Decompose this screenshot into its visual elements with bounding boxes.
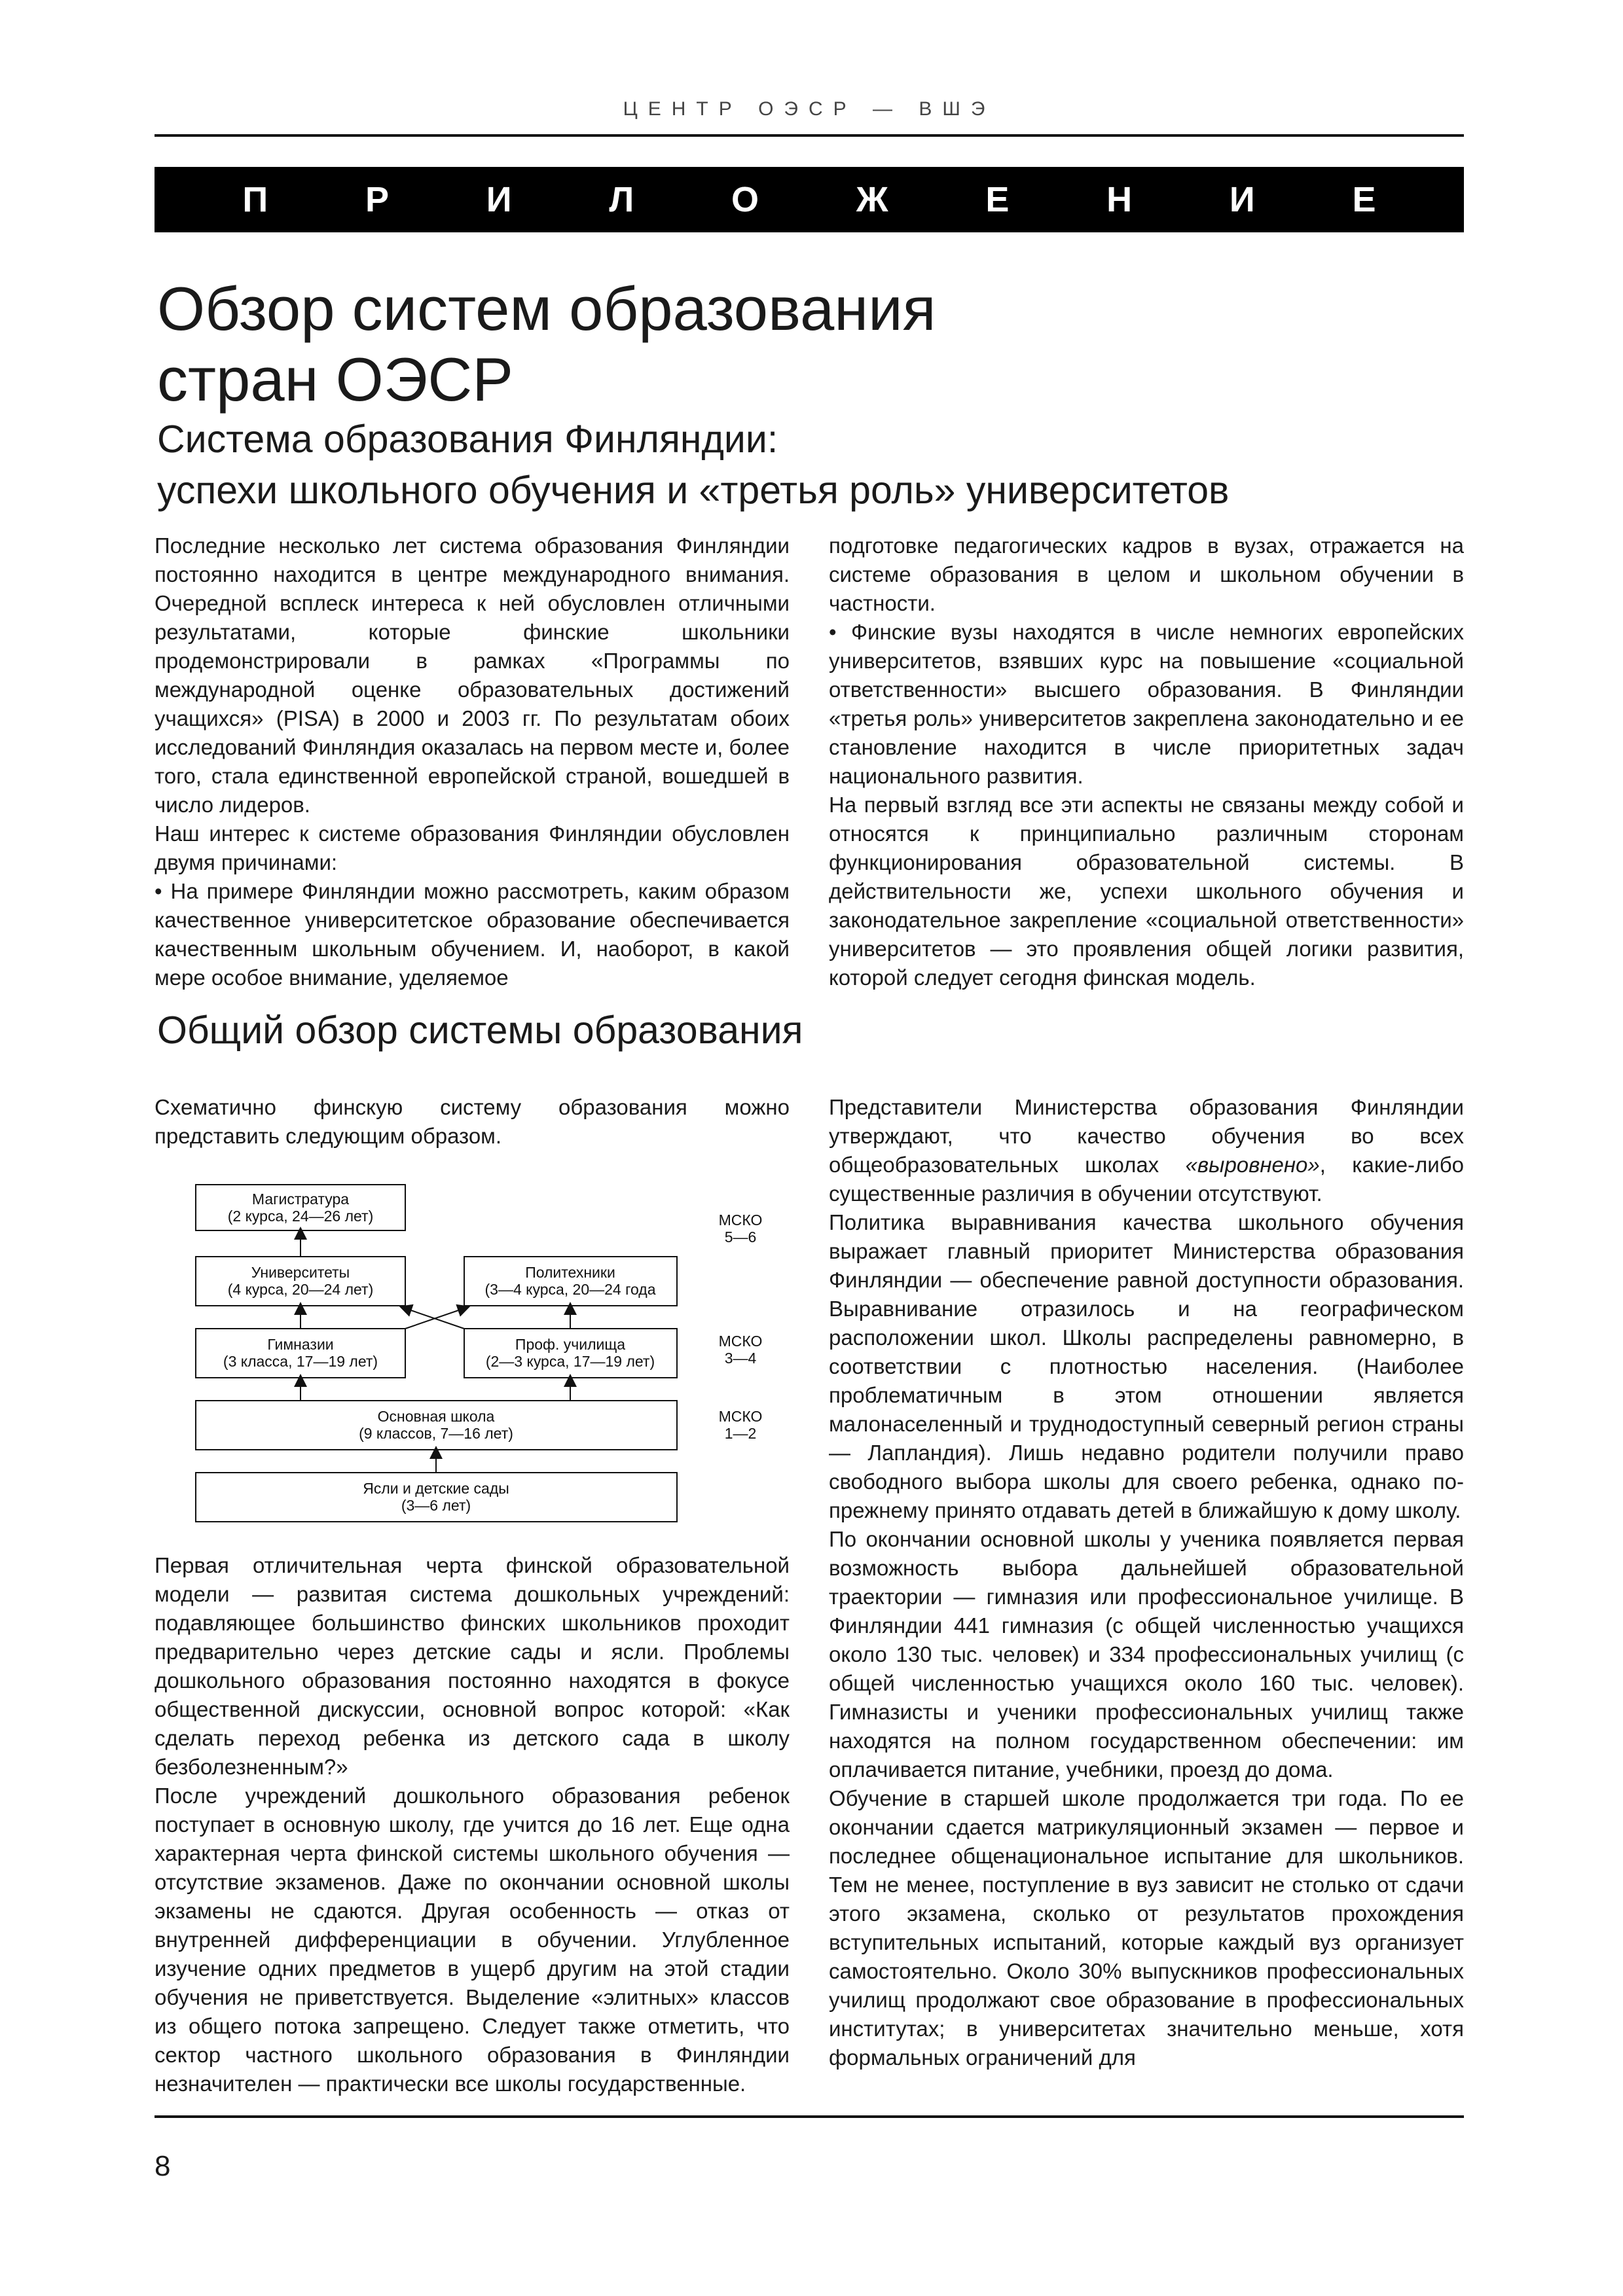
text-run: Представители Министерства образования Финляндии утверждают, что качество обучения во всех общеобразовательных школах (829, 1095, 1464, 1177)
paragraph: Политика выравнивания качества школьного обучения выражает главный приоритет Министерства образования Финляндии — обеспечение равной доступности образования. Выравнивание отразилось и на географическом расположении школ. Школы распределены равномерно, в соответствии с плотностью населения. (Наиболее проблематичным в этом отношении является малонаселенный и труднодоступный северный регион страны — Лапландия). Лишь недавно родители получили право свободного выбора школы для своего ребенка, однако по-прежнему принято отдавать детей в ближайшую к дому школу. (829, 1210, 1464, 1522)
polytechnics-label: Политехники (525, 1264, 615, 1281)
paragraph: подготовке педагогических кадров в вузах, отражается на системе образования в целом и школьном обучении в частности. (829, 533, 1464, 615)
universities-label: Университеты (251, 1264, 350, 1281)
paragraph: Обучение в старшей школе продолжается три года. По ее окончании сдается матрикуляционный экзамен — первое и последнее общенациональное испытание для школьников. Тем не менее, поступление в вуз зависит не столько от сдачи этого экзамена, сколько от результатов прохождения вступительных испытаний, которые каждый вуз организует самостоятельно. Около 30% выпускников профессиональных училищ продолжают свое образование в профессиональных институтах; в университетах значительно меньше, хотя формальных ограничений для (829, 1786, 1464, 2070)
paragraph: После учреждений дошкольного образования ребенок поступает в основную школу, где учится до 16 лет. Еще одна характерная черта финской системы школьного обучения — отсутствие экзаменов. Даже по окончании основной школы экзамены не сдаются. Другая особенность — отказ от внутренней дифференциации в обучении. Углубленное изучение одних предметов в ущерб другим на этой стадии обучения не приветствуется. Выделение «элитных» классов из общего потока запрещено. Следует также отметить, что сектор частного школьного образования в Финляндии незначителен — практически все школы государственные. (155, 1784, 790, 2096)
masters-detail: (2 курса, 24—26 лет) (227, 1208, 374, 1225)
section-right-column (829, 1093, 1464, 2072)
text-run: , какие-либо существенные различия в обучении отсутствуют. (829, 1153, 1464, 1206)
intro-left-column (155, 531, 790, 992)
page-number: 8 (155, 2150, 171, 2182)
gymnasiums-label: Гимназии (267, 1336, 334, 1353)
page-title (157, 274, 936, 415)
paragraph: Последние несколько лет система образования Финляндии постоянно находится в центре международного внимания. Очередной всплеск интереса к ней обусловлен отличными результатами, которые финские школьники продемонстрировали в рамках «Программы по международной оценке образовательных достижений учащихся» (PISA) в 2000 и 2003 гг. По результатам обоих исследований Финляндия оказалась на первом месте и, более того, стала единственной европейской страной, вошедшей в число лидеров. (155, 533, 790, 817)
masters-label: Магистратура (251, 1191, 350, 1208)
page-title-line: Обзор систем образования (157, 274, 936, 343)
paragraph (829, 1093, 1464, 1208)
band-letter: Е (1352, 180, 1376, 219)
page-subtitle-line: успехи школьного обучения и «третья роль» университетов (157, 469, 1230, 512)
section-lead (155, 1093, 790, 1151)
polytechnics-detail: (3—4 курса, 20—24 года (484, 1281, 656, 1298)
vocational-label: Проф. училища (515, 1336, 626, 1353)
band-letter: И (1229, 180, 1255, 219)
paragraph: По окончании основной школы у ученика появляется первая возможность выбора дальнейшей образовательной траектории — гимназия или профессиональное училище. В Финляндии 441 гимназия (с общей численностью учащихся около 130 тыс. человек) и 334 профессиональных училищ (с общей численностью учащихся около 160 тыс. человек). Гимназисты и ученики профессиональных училищ также находятся на полном государственном обеспечении: им оплачивается питание, учебники, проезд до дома. (829, 1527, 1464, 1782)
section-heading: Общий обзор системы образования (157, 1009, 803, 1052)
paragraph: На первый взгляд все эти аспекты не связаны между собой и относятся к принципиально различным сторонам функционирования образовательной системы. В действительности же, успехи школьного обучения и законодательное закрепление «социальной ответственности» университетов — это проявления общей логики развития, которой следует сегодня финская модель. (829, 793, 1464, 990)
preschool-label: Ясли и детские сады (363, 1480, 509, 1497)
band-letter: И (486, 180, 512, 219)
band-letter: Н (1106, 180, 1133, 219)
band-letter: Е (985, 180, 1010, 219)
isced-level: 1—2 (724, 1425, 757, 1442)
isced-label: МСКО (718, 1333, 763, 1350)
paragraph: Схематично финскую систему образования можно представить следующим образом. (155, 1095, 790, 1148)
basic-school-detail: (9 классов, 7—16 лет) (359, 1425, 513, 1442)
band-letter: Л (609, 180, 634, 219)
bullet-paragraph: • На примере Финляндии можно рассмотреть, каким образом качественное университетское образование обеспечивается качественным школьным обучением. И, наоборот, в какой мере особое внимание, уделяемое (155, 877, 790, 992)
education-system-diagram (155, 1165, 790, 1532)
preschool-detail: (3—6 лет) (401, 1497, 471, 1514)
universities-detail: (4 курса, 20—24 лет) (227, 1281, 374, 1298)
band-letter: О (731, 180, 759, 219)
running-header: ЦЕНТР ОЭСР — ВШЭ (623, 98, 996, 120)
isced-level: 3—4 (724, 1350, 757, 1367)
footer-rule (155, 2115, 1464, 2118)
paragraph: Первая отличительная черта финской образовательной модели — развитая система дошкольных учреждений: подавляющее большинство финских школьников проходит предварительно через детские сады и ясли. Проблемы дошкольного образования постоянно находятся в фокусе общественной дискуссии, основной вопрос которой: «Как сделать переход ребенка из детского сада в школу безболезненным?» (155, 1553, 790, 1779)
italic-run: «выровнено» (1185, 1153, 1320, 1177)
vocational-detail: (2—3 курса, 17—19 лет) (485, 1353, 655, 1370)
band-letter: Ж (856, 180, 888, 219)
isced-label: МСКО (718, 1211, 763, 1229)
page-subtitle (157, 414, 1229, 516)
isced-level: 5—6 (724, 1229, 757, 1246)
page-title-line: стран ОЭСР (157, 345, 513, 414)
isced-label: МСКО (718, 1408, 763, 1425)
appendix-band (155, 167, 1464, 232)
page-subtitle-line: Система образования Финляндии: (157, 418, 778, 461)
paragraph: Наш интерес к системе образования Финляндии обусловлен двумя причинами: (155, 821, 790, 874)
intro-right-column (829, 531, 1464, 992)
gymnasiums-detail: (3 класса, 17—19 лет) (223, 1353, 378, 1370)
basic-school-label: Основная школа (377, 1408, 495, 1425)
band-letter: Р (365, 180, 389, 219)
bullet-paragraph: • Финские вузы находятся в числе немногих европейских университетов, взявших курс на повышение «социальной ответственности» высшего образования. В Финляндии «третья роль» университетов закреплена законодательно и ее становление находится в числе приоритетных задач национального развития. (829, 618, 1464, 791)
section-left-column (155, 1551, 790, 2098)
header-rule (155, 134, 1464, 137)
band-letter: П (242, 180, 268, 219)
